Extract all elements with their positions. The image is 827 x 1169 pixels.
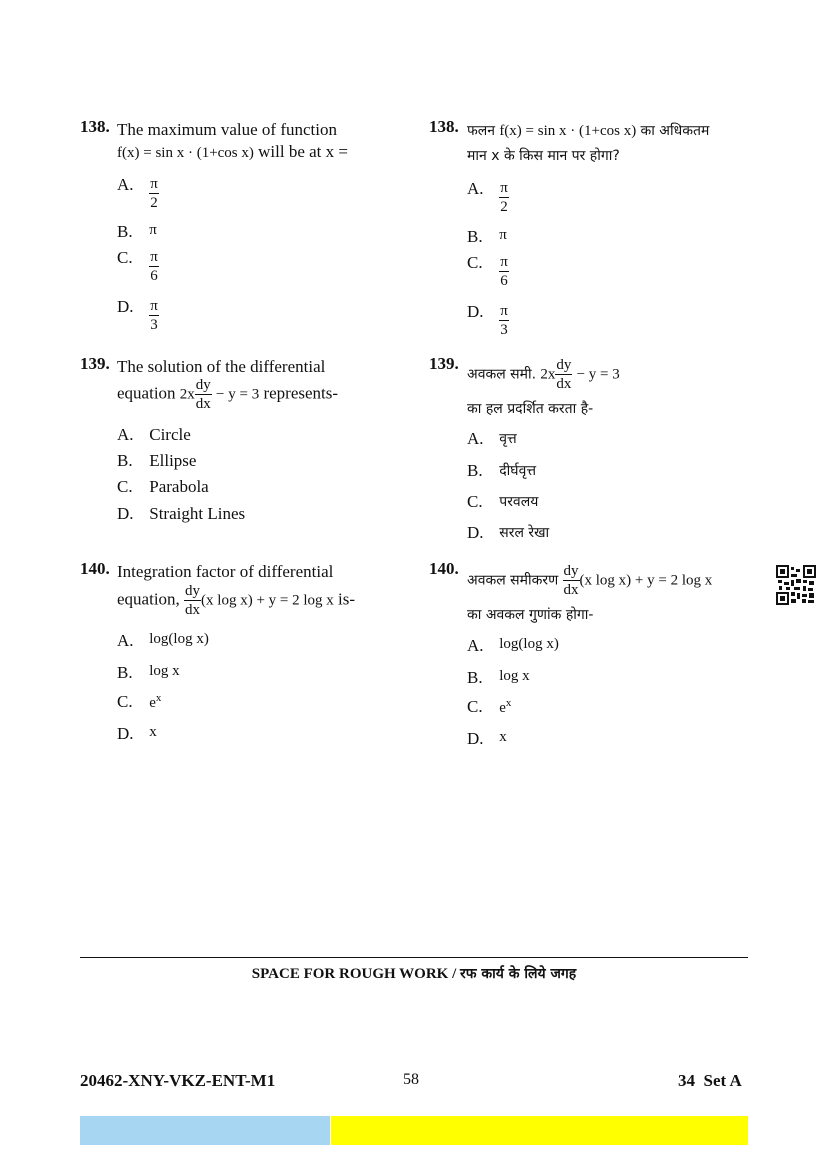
page-number: 58 (403, 1071, 419, 1088)
question-text-line2: equation, $\frac{dy}{dx}$ (x log x) + y = 2 log x is- (117, 583, 356, 618)
option-label: C. (117, 692, 133, 711)
question-number: 138. (429, 117, 459, 136)
option-value: Circle (149, 425, 191, 444)
question-text-line2: का हल प्रदर्शित करता है- (467, 401, 594, 417)
fraction: $\frac{\pi}{2}$ (150, 176, 158, 211)
option-label: B. (117, 663, 133, 682)
option-label: C. (467, 492, 483, 511)
question-text-line2 (117, 141, 348, 164)
option-a[interactable] (467, 179, 509, 216)
math-expression: f(x) = sin x · (1+cos x) (499, 123, 637, 139)
option-value: Ellipse (149, 451, 197, 470)
question-text: Integration factor of differential (117, 562, 334, 581)
option-label: C. (467, 697, 483, 716)
footer-bar-blue (80, 1116, 330, 1145)
fraction: $\frac{\pi}{2}$ (500, 180, 508, 215)
option-label: A. (117, 175, 134, 194)
option-label: B. (117, 451, 133, 470)
question-text: अवकल समीकरण $\frac{dy}{dx}$ (x log x) + y = 2 log x (467, 563, 713, 598)
option-d[interactable] (117, 504, 245, 524)
option-d[interactable] (467, 729, 507, 749)
option-value: वृत्त (499, 431, 517, 447)
fraction: $\frac{\pi}{6}$ (150, 249, 158, 284)
option-label: D. (467, 523, 484, 542)
question-text-line2: का अवकल गुणांक होगा- (467, 607, 594, 623)
option-value: log(log x) (149, 631, 209, 647)
question-text: अवकल समी. 2x $\frac{dy}{dx}$ − y = 3 (467, 357, 620, 392)
option-label: C. (117, 248, 133, 267)
option-label: A. (467, 636, 484, 655)
math-expression: f(x) = sin x · (1+cos x) (117, 145, 254, 161)
option-value: π (499, 227, 507, 243)
option-value: x (149, 724, 157, 740)
option-label: B. (467, 668, 483, 687)
option-label: B. (467, 227, 483, 246)
option-label: D. (467, 302, 484, 321)
fraction: $\frac{dy}{dx}$ (195, 377, 211, 412)
option-label: D. (117, 297, 134, 316)
option-label: A. (467, 429, 484, 448)
option-label: A. (467, 179, 484, 198)
option-b[interactable] (117, 222, 157, 242)
fraction: $\frac{dy}{dx}$ (185, 583, 201, 618)
option-d[interactable] (467, 523, 549, 543)
option-value: Straight Lines (149, 504, 246, 523)
option-c[interactable] (467, 253, 509, 290)
option-label: C. (467, 253, 483, 272)
question-text: फलन f(x) = sin x · (1+cos x) का अधिकतम (467, 123, 710, 139)
rough-work-label: SPACE FOR ROUGH WORK / रफ कार्य के लिये जगह (251, 966, 577, 982)
question-number: 140. (80, 559, 110, 578)
option-d[interactable] (117, 724, 157, 744)
paper-code: 20462-XNY-VKZ-ENT-M1 (80, 1071, 276, 1090)
option-b[interactable] (117, 663, 180, 683)
option-value: Parabola (149, 477, 209, 496)
option-label: A. (117, 631, 134, 650)
fraction: $\frac{\pi}{3}$ (150, 298, 158, 333)
option-c[interactable] (117, 248, 159, 285)
option-value: $e^x$ (149, 692, 162, 711)
question-text: The maximum value of function (117, 120, 337, 139)
set-label: 34 Set A (678, 1071, 742, 1090)
option-c[interactable] (467, 492, 538, 512)
option-a[interactable] (117, 631, 209, 651)
question-number: 140. (429, 559, 459, 578)
qr-code-icon (776, 565, 816, 605)
option-label: D. (117, 724, 134, 743)
option-a[interactable] (467, 636, 559, 656)
question-text-line2: equation 2x $\frac{dy}{dx}$ − y = 3 represents- (117, 377, 339, 412)
option-label: C. (117, 477, 133, 496)
option-label: D. (117, 504, 134, 523)
divider (80, 957, 748, 958)
question-tail: will be at x = (258, 142, 348, 161)
fraction: $\frac{dy}{dx}$ (556, 357, 572, 392)
fraction: $\frac{\pi}{6}$ (500, 254, 508, 289)
option-c[interactable] (467, 697, 511, 717)
option-a[interactable] (117, 425, 191, 445)
option-b[interactable] (467, 227, 507, 247)
option-value: π (149, 222, 157, 238)
option-value: परवलय (499, 494, 539, 510)
option-value: log(log x) (499, 636, 559, 652)
footer-bar-yellow (331, 1116, 748, 1145)
question-text-line2: मान x के किस मान पर होगा? (467, 148, 620, 164)
fraction: $\frac{\pi}{3}$ (500, 303, 508, 338)
option-label: B. (117, 222, 133, 241)
option-label: D. (467, 729, 484, 748)
question-text: The solution of the differential (117, 357, 326, 376)
option-d[interactable] (117, 297, 159, 334)
option-b[interactable] (467, 461, 536, 481)
question-number: 139. (429, 354, 459, 373)
question-number: 138. (80, 117, 110, 136)
fraction: $\frac{dy}{dx}$ (563, 563, 579, 598)
option-c[interactable] (117, 692, 161, 712)
option-label: B. (467, 461, 483, 480)
option-value: log x (499, 668, 530, 684)
option-b[interactable] (117, 451, 196, 471)
option-value: log x (149, 663, 180, 679)
option-a[interactable] (117, 175, 159, 212)
option-value: x (499, 729, 507, 745)
option-label: A. (117, 425, 134, 444)
question-number: 139. (80, 354, 110, 373)
option-a[interactable] (467, 429, 517, 449)
option-c[interactable] (117, 477, 209, 497)
option-value: सरल रेखा (499, 525, 550, 541)
option-value: $e^x$ (499, 697, 512, 716)
option-value: दीर्घवृत्त (499, 463, 537, 479)
option-d[interactable] (467, 302, 509, 339)
option-b[interactable] (467, 668, 530, 688)
